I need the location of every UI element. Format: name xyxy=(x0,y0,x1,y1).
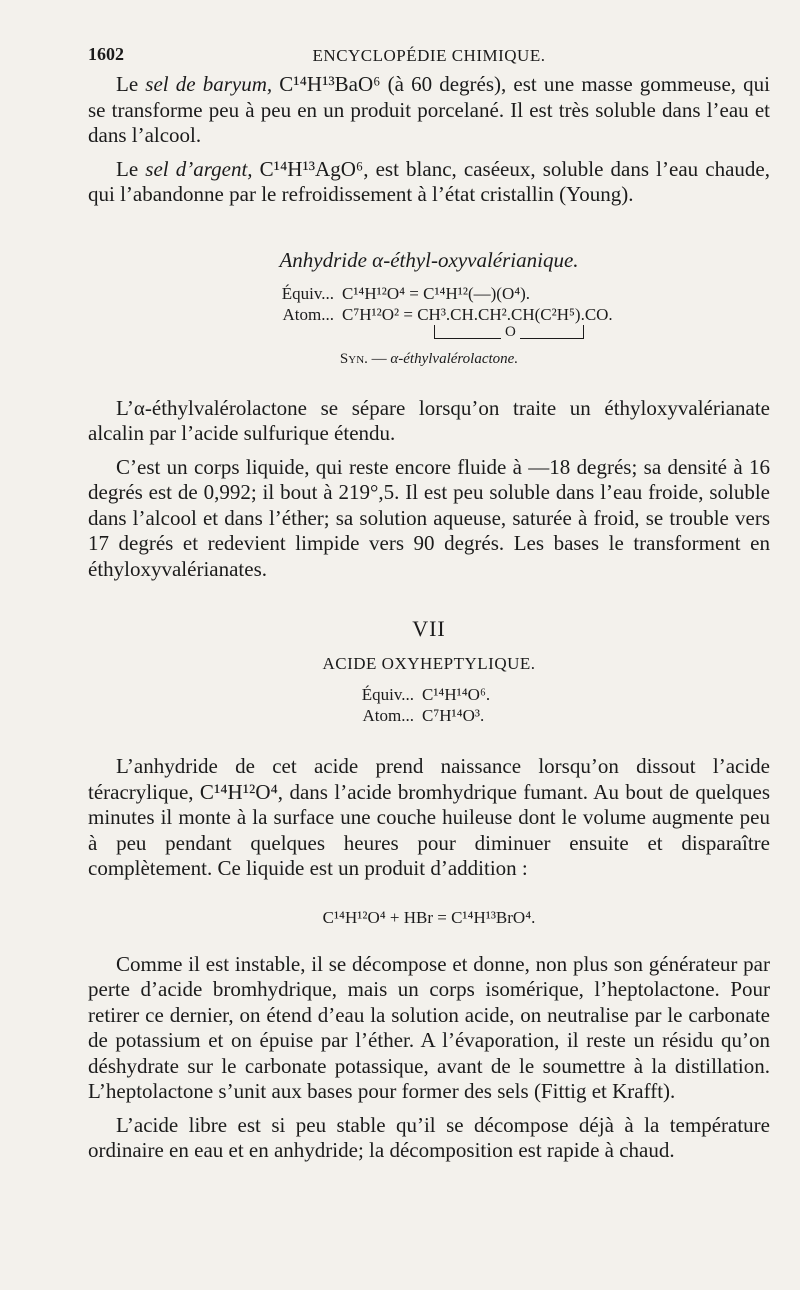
paragraph-barium-salt xyxy=(88,72,770,149)
text-run: C¹⁴H¹³BaO⁶ (à 60 degrés), est une masse gommeuse, qui se transforme peu à peu en un produit porcelané. Il est très soluble dans l’eau et dans l’alcool. xyxy=(88,72,770,147)
synonym-dash: — xyxy=(367,350,391,367)
section-number: VII xyxy=(412,616,446,641)
formula-value: C⁷H¹⁴O³. xyxy=(422,706,485,725)
ring-bridge xyxy=(434,325,584,339)
text-run: C¹⁴H¹³AgO⁶, est blanc, caséeux, soluble dans l’eau chaude, qui l’abandonne par le refroidissement à l’état cristallin (Young). xyxy=(88,156,770,206)
page-number: 1602 xyxy=(88,44,124,64)
formula-value: C¹⁴H¹⁴O⁶. xyxy=(422,685,491,704)
paragraph-silver-salt xyxy=(88,157,770,208)
paragraph-free-acid: L’acide libre est si peu stable qu’il se décompose déjà à la température ordinaire en eau et en anhydride; la décomposition est rapide à chaud. xyxy=(88,1112,770,1162)
paragraph-heptolactone: Comme il est instable, il se décompose et donne, non plus son générateur par perte d’acide bromhydrique, mais un corps isomérique, l’heptolactone. Pour retirer ce dernier, on étend d’eau la solution acide, on neutralise par le carbonate de potassium et on épuise par l’éther. A l’évaporation, il reste un résidu qu’on déshydrate sur le carbonate potassique, avant de le soumettre à la distillation. L’heptolactone s’unit aux bases pour former des sels (Fittig et Krafft). xyxy=(88,951,770,1103)
formula-label: Équiv... xyxy=(281,283,334,303)
text-run: Le xyxy=(116,72,146,96)
paragraph-formation: L’anhydride de cet acide prend naissance lorsqu’on dissout l’acide téracrylique, C¹⁴H¹²O⁴, dans l’acide bromhydrique fumant. Au bout de quelques minutes il monte à la surface une couche huileuse dont le volume augmente peu à peu pendant quelques heures pour diminuer ensuite et disparaître complètement. Ce liquide est un produit d’addition : xyxy=(88,754,770,880)
section-title: ACIDE OXYHEPTYLIQUE. xyxy=(322,654,536,673)
formula-label: Équiv... xyxy=(361,685,414,704)
page-body xyxy=(88,72,770,1164)
italic-term: sel de baryum, xyxy=(145,72,273,96)
formula-value: C¹⁴H¹²O⁴ = C¹⁴H¹²(—)(O⁴). xyxy=(342,283,531,303)
formula-label: Atom... xyxy=(282,304,334,324)
synonym-line xyxy=(88,351,770,368)
synonym-label: Syn. xyxy=(339,350,368,367)
section-formula-block xyxy=(238,684,770,726)
formula-atom xyxy=(326,705,770,726)
text-run: Le xyxy=(116,156,146,181)
paragraph-preparation: L’α-éthylvalérolactone se sépare lorsqu’on traite un éthyloxyvalérianate alcalin par l’acide sulfurique étendu. xyxy=(88,395,770,445)
formula-label: Atom... xyxy=(362,706,414,725)
formula-value: C⁷H¹²O² = CH³.CH.CH².CH(C²H⁵).CO. xyxy=(342,304,613,324)
formula-equiv xyxy=(326,684,770,705)
running-title: ENCYCLOPÉDIE CHIMIQUE. xyxy=(312,46,546,65)
bridge-oxygen: O xyxy=(501,325,520,339)
compound-heading: Anhydride α-éthyl-oxyvalérianique. xyxy=(279,247,579,272)
page-header xyxy=(88,44,770,72)
formula-block xyxy=(246,283,770,325)
formula-equiv xyxy=(246,283,770,304)
synonym-name: α-éthylvalérolactone. xyxy=(390,350,519,367)
formula-atom xyxy=(246,304,770,325)
reaction-equation: C¹⁴H¹²O⁴ + HBr = C¹⁴H¹³BrO⁴. xyxy=(322,907,536,927)
paragraph-properties: C’est un corps liquide, qui reste encore fluide à —18 degrés; sa densité à 16 degrés est de 0,992; il bout à 219°,5. Il est peu soluble dans l’eau froide, soluble dans l’alcool et dans l’éther; sa solution aqueuse, saturée à froid, se trouble vers 17 degrés et redevient limpide vers 90 degrés. Les bases le transforment en éthyloxyvalérianates. xyxy=(88,454,770,581)
italic-term: sel d’argent, xyxy=(145,156,253,181)
